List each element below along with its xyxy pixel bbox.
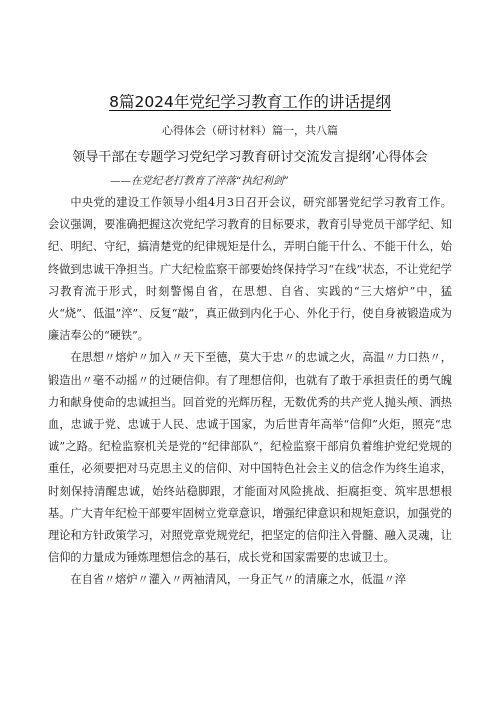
article-title: 领导干部在专题学习党纪学习教育研讨交流发言提纲’心得体会 xyxy=(72,150,428,165)
document-title: 8篇2024年党纪学习教育工作的讲话提纲 xyxy=(109,93,391,111)
paragraph: 中央党的建设工作领导小组4月3日召开会议，研究部署党纪学习教育工作。会议强调，要准确把握这次党纪学习教育的目标要求，教育引导党员干部学纪、知纪、明纪、守纪，搞清楚党的纪律规矩是什么，弄明白能干什么、不能干什么，始终做到忠诚干净担当。广大纪检监察干部要始终保持学习“在线”状态，不让党纪学习教育流于形式，时刻警惕自省，在思想、自省、实践的“三大熔炉”中，猛火“烧”、低温”淬”、反复“敲”，真正做到内化于心、外化于行，使自身被锻造成为廉洁奉公的“硬铁”。 xyxy=(48,196,452,343)
article-subtitle: ——在党纪老打教育了淬落“执纪利剑” xyxy=(110,175,289,187)
document-subhead: 心得体会（研讨材料）篇一，共八篇 xyxy=(162,124,338,137)
document-body xyxy=(48,192,452,592)
paragraph: 在自省〃熔炉〃灌入〃两袖清风，一身正气〃的清廉之水，低温〃淬 xyxy=(70,573,407,587)
paragraph: 在思想〃熔炉〃加入〃天下至德，莫大于忠〃的忠诚之火，高温〃力口热〃，锻造出〃毫不动摇〃的过硬信仰。有了理想信仰，也就有了敢于承担责任的勇气魄力和献身使命的忠诚担当。回首党的光辉历程，无数优秀的共产党人抛头颅、洒热血，忠诚于党、忠诚于人民、忠诚于国家，为后世青年高举“信仰”火炬，照亮“忠诚”之路。纪检监察机关是党的“纪律部队“，纪检监察干部肩负着维护党纪党规的重任，必须要把对马克思主义的信仰、对中国特色社会主义的信念作为终生追求，时刻保持清醒忠诚，始终站稳脚跟，才能面对风险挑战、拒腐拒变、筑牢思想根基。广大青年纪检干部要牢固树立党章意识，增强纪律意识和规矩意识，加强党的理论和方针政策学习，对照党章党规党纪，把坚定的信仰注入骨髓、融入灵魂，让信仰的力量成为锤炼理想信念的基石，成长党和国家需要的忠诚卫士。 xyxy=(48,351,452,565)
